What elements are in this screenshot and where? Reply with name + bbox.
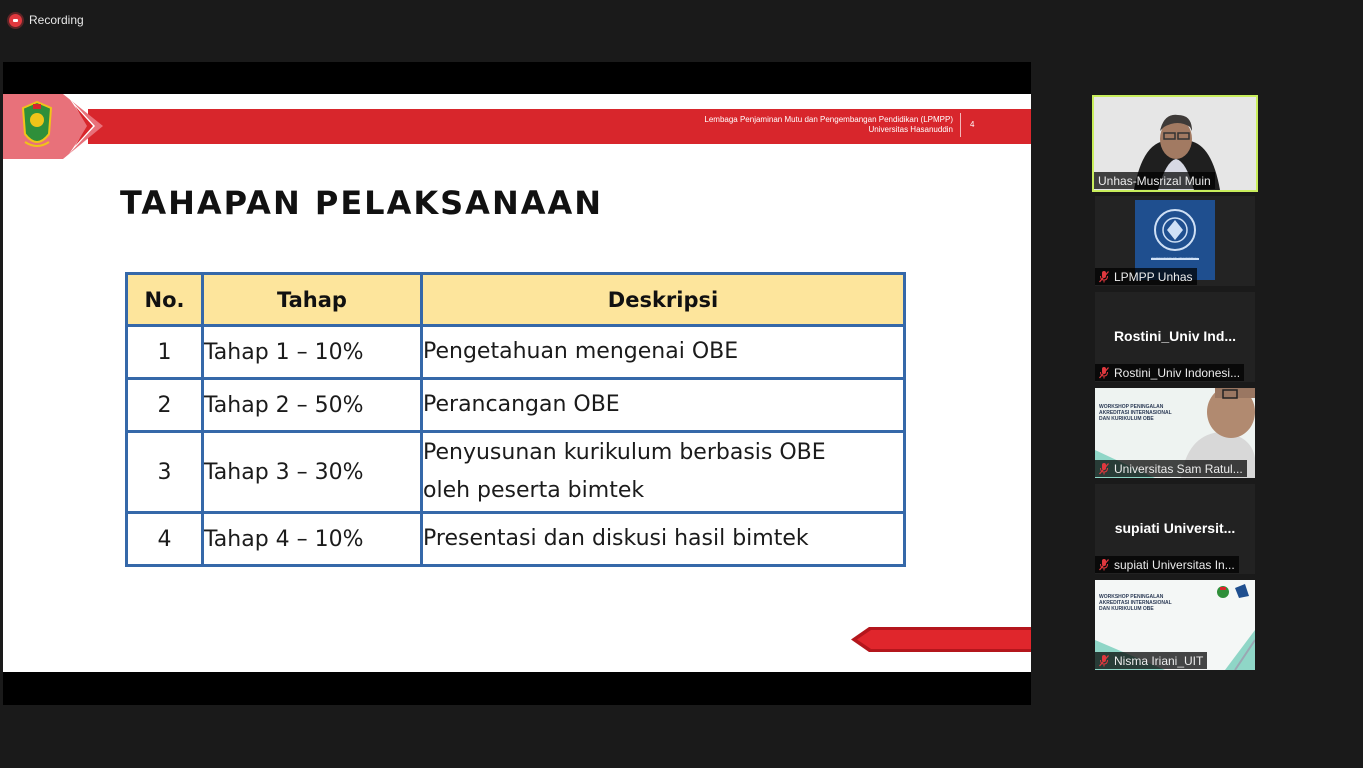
- participant-name: Nisma Iriani_UIT: [1114, 653, 1204, 668]
- participant-name: Universitas Sam Ratul...: [1114, 461, 1243, 476]
- participant-name: Rostini_Univ Indonesi...: [1114, 365, 1241, 380]
- muted-mic-icon: [1099, 463, 1109, 475]
- column-header-no: No.: [127, 274, 203, 326]
- slide-page-number: 4: [970, 120, 975, 129]
- recording-label: Recording: [29, 13, 84, 27]
- column-header-stage: Tahap: [203, 274, 422, 326]
- table-row: [127, 513, 905, 566]
- row-stage: Tahap 3 – 30%: [203, 432, 422, 513]
- participant-tile[interactable]: [1095, 484, 1255, 574]
- participant-name-label: [1095, 268, 1197, 285]
- poster-line-3: DAN KURIKULUM OBE: [1099, 606, 1154, 612]
- muted-mic-icon: [1099, 655, 1109, 667]
- table-row: [127, 326, 905, 379]
- row-number: 1: [127, 326, 203, 379]
- muted-mic-icon: [1099, 559, 1109, 571]
- presentation-slide: [3, 94, 1031, 672]
- participant-display-name: supiati Universit...: [1114, 520, 1236, 536]
- organization-line-1: Lembaga Penjaminan Mutu dan Pengembangan Pendidikan (LPMPP): [704, 115, 953, 124]
- footer-arrow-decoration: [851, 627, 1031, 652]
- workshop-poster-text: [1099, 404, 1172, 422]
- participant-tile[interactable]: [1095, 196, 1255, 286]
- participant-tile-active-speaker[interactable]: [1092, 95, 1258, 192]
- participant-name-label: [1095, 460, 1247, 477]
- participant-name: Unhas-Musrizal Muin: [1098, 173, 1211, 188]
- poster-line-3: DAN KURIKULUM OBE: [1099, 416, 1154, 422]
- participant-name: supiati Universitas In...: [1114, 557, 1235, 572]
- row-description: Pengetahuan mengenai OBE: [422, 326, 905, 379]
- workshop-poster-text: [1099, 594, 1172, 612]
- row-stage: Tahap 2 – 50%: [203, 379, 422, 432]
- poster-line-1: WORKSHOP PENINGALAN: [1099, 404, 1164, 410]
- participant-display-name: Rostini_Univ Ind...: [1113, 328, 1237, 344]
- organization-text: [704, 115, 953, 135]
- participant-name: LPMPP Unhas: [1114, 269, 1193, 284]
- university-logo-block: [3, 94, 103, 159]
- tutwuri-logo-caption: DIREKTORAT JENDERAL: [1151, 256, 1199, 261]
- header-divider: [960, 113, 961, 137]
- row-description: Presentasi dan diskusi hasil bimtek: [422, 513, 905, 566]
- row-description: Perancangan OBE: [422, 379, 905, 432]
- participant-name-label: [1095, 556, 1239, 573]
- shared-screen: [3, 62, 1031, 705]
- row-stage: Tahap 4 – 10%: [203, 513, 422, 566]
- participant-name-label: [1095, 364, 1244, 381]
- poster-line-1: WORKSHOP PENINGALAN: [1099, 594, 1164, 600]
- column-header-description: Deskripsi: [422, 274, 905, 326]
- row-number: 4: [127, 513, 203, 566]
- participant-name-label: [1095, 652, 1207, 669]
- table-row: [127, 432, 905, 513]
- row-number: 3: [127, 432, 203, 513]
- recording-indicator[interactable]: [9, 12, 84, 28]
- participant-name-label: [1094, 172, 1215, 189]
- poster-line-2: AKREDITASI INTERNASIONAL: [1099, 600, 1172, 606]
- organization-line-2: Universitas Hasanuddin: [868, 125, 953, 134]
- row-description: [422, 432, 905, 513]
- row-description-line-1: Penyusunan kurikulum berbasis OBE: [423, 440, 826, 465]
- table-row: [127, 379, 905, 432]
- participant-tile[interactable]: [1095, 292, 1255, 382]
- row-stage: Tahap 1 – 10%: [203, 326, 422, 379]
- poster-line-2: AKREDITASI INTERNASIONAL: [1099, 410, 1172, 416]
- row-description-line-2: oleh peserta bimtek: [423, 478, 645, 503]
- participant-tile[interactable]: [1095, 388, 1255, 478]
- stages-table: [125, 272, 906, 567]
- record-icon: [9, 14, 22, 27]
- row-number: 2: [127, 379, 203, 432]
- muted-mic-icon: [1099, 271, 1109, 283]
- table-header-row: [127, 274, 905, 326]
- participant-tile[interactable]: [1095, 580, 1255, 670]
- slide-title: TAHAPAN PELAKSANAAN: [120, 184, 604, 222]
- muted-mic-icon: [1099, 367, 1109, 379]
